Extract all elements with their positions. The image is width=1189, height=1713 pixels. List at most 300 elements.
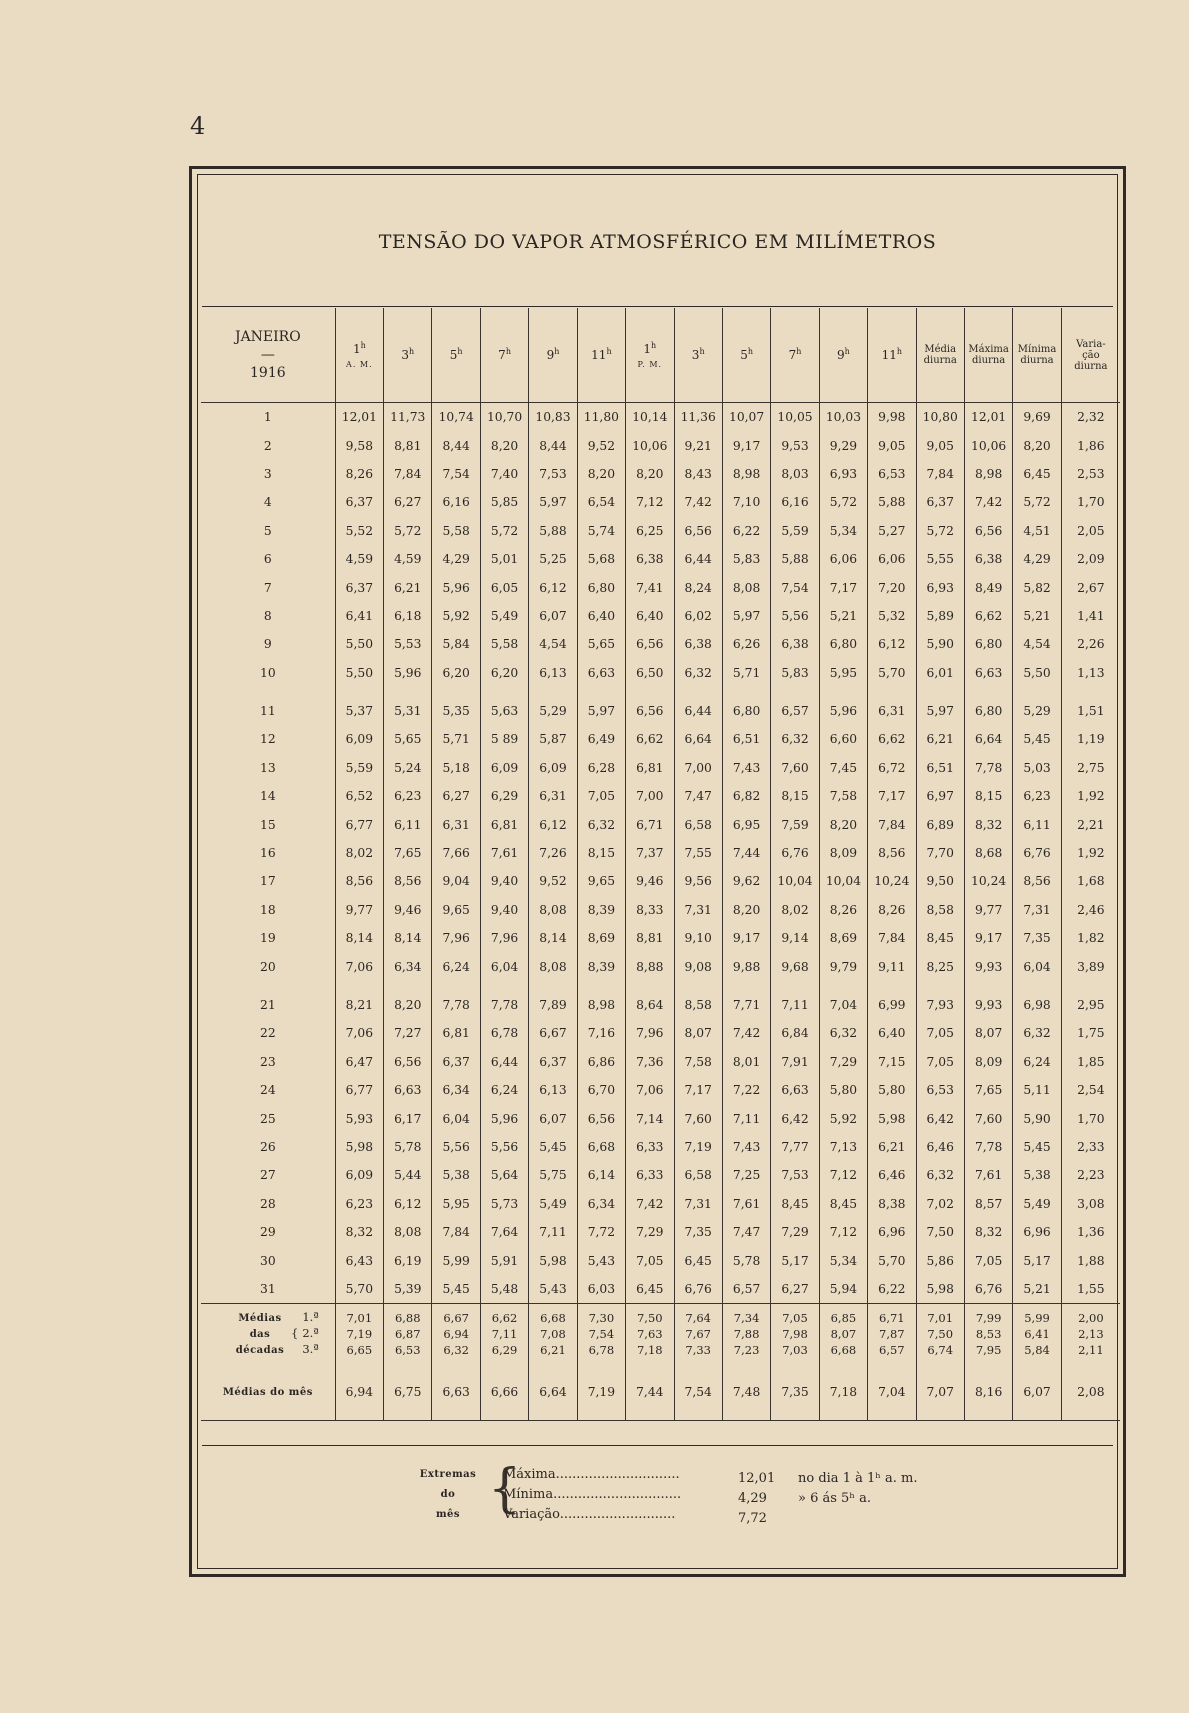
col-7am: 7$^h$ [480, 308, 528, 403]
table-cell: 6,34 [432, 1076, 480, 1104]
table-cell: 6,05 [480, 573, 528, 601]
table-cell: 5,70 [868, 659, 916, 687]
table-cell: 9,62 [722, 867, 770, 895]
table-cell: 7,05 [916, 1019, 964, 1047]
table-cell: 9,68 [771, 952, 819, 980]
day-number: 26 [260, 1139, 276, 1154]
table-cell: 1,82 [1061, 924, 1120, 952]
table-cell: 6,02 [674, 602, 722, 630]
month-mean-cell: 7,18 [819, 1358, 867, 1412]
table-cell: 9,69 [1013, 403, 1061, 432]
table-cell: 5,56 [480, 1133, 528, 1161]
table-cell: 5,32 [868, 602, 916, 630]
decade-label [201, 1342, 335, 1358]
table-cell: 5,48 [480, 1275, 528, 1304]
table-cell: 7,14 [626, 1104, 674, 1132]
table-cell: 6,96 [868, 1218, 916, 1246]
table-cell: 8,08 [529, 952, 577, 980]
table-cell: 7,13 [819, 1133, 867, 1161]
spacer-cell [964, 687, 1012, 697]
decade-cell: 7,30 [577, 1304, 625, 1327]
table-cell: 5,72 [1013, 488, 1061, 516]
table-cell: 5,93 [335, 1104, 383, 1132]
spacer-cell [335, 981, 383, 991]
table-cell: 7,65 [384, 839, 432, 867]
bottom-cell [819, 1412, 867, 1421]
day-number: 22 [260, 1026, 276, 1041]
table-cell: 5,64 [480, 1161, 528, 1189]
table-cell: 6,50 [626, 659, 674, 687]
table-cell: 7,58 [674, 1048, 722, 1076]
decade-cell: 7,50 [626, 1304, 674, 1327]
table-cell: 1,13 [1061, 659, 1120, 687]
bottom-cell [480, 1412, 528, 1421]
table-cell: 9,53 [771, 431, 819, 459]
table-cell: 6,80 [819, 630, 867, 658]
extremes-label-1: Extremas [419, 1469, 477, 1480]
table-cell: 5,65 [577, 630, 625, 658]
day-number: 19 [260, 931, 276, 946]
table-cell: 8,43 [674, 460, 722, 488]
spacer-cell [771, 687, 819, 697]
table-cell: 7,47 [674, 782, 722, 810]
table-cell: 3,89 [1061, 952, 1120, 980]
table-cell: 6,77 [335, 810, 383, 838]
table-cell: 7,05 [964, 1246, 1012, 1274]
table-cell: 6,16 [432, 488, 480, 516]
table-row [201, 1218, 1120, 1246]
vapor-pressure-table [201, 308, 1120, 1421]
day-number: 7 [263, 580, 272, 595]
table-cell: 5,70 [868, 1246, 916, 1274]
decade-cell: 7,95 [964, 1342, 1012, 1358]
spacer-cell [201, 687, 335, 697]
decade-cell: 6,88 [384, 1304, 432, 1327]
table-cell: 6,27 [432, 782, 480, 810]
table-cell: 6,42 [916, 1104, 964, 1132]
table-cell: 5,94 [819, 1275, 867, 1304]
table-cell: 2,95 [1061, 991, 1120, 1019]
table-cell: 8,21 [335, 991, 383, 1019]
table-cell: 7,05 [916, 1048, 964, 1076]
table-cell: 5,49 [1013, 1190, 1061, 1218]
table-cell: 6,76 [1013, 839, 1061, 867]
table-cell: 2,21 [1061, 810, 1120, 838]
table-cell: 5,98 [868, 1104, 916, 1132]
table-cell: 1,92 [1061, 782, 1120, 810]
table-cell: 6,60 [819, 725, 867, 753]
table-cell: 1,51 [1061, 697, 1120, 725]
table-cell: 5,98 [335, 1133, 383, 1161]
table-cell: 8,09 [819, 839, 867, 867]
table-cell: 5,38 [1013, 1161, 1061, 1189]
table-cell: 2,33 [1061, 1133, 1120, 1161]
table-row [201, 725, 1120, 753]
table-cell: 8,39 [577, 896, 625, 924]
table-cell: 5,74 [577, 517, 625, 545]
table-cell: 6,81 [480, 810, 528, 838]
table-cell: 7,11 [771, 991, 819, 1019]
table-cell: 8,20 [819, 810, 867, 838]
spacer-cell [916, 687, 964, 697]
table-cell: 1,88 [1061, 1246, 1120, 1274]
table-cell: 7,84 [868, 810, 916, 838]
decade-row [201, 1326, 1120, 1342]
table-cell: 5,89 [916, 602, 964, 630]
table-cell: 6,84 [771, 1019, 819, 1047]
decade-cell: 7,23 [722, 1342, 770, 1358]
extremes-label-2: do [440, 1489, 456, 1500]
spacer-cell [819, 981, 867, 991]
day-number: 28 [260, 1196, 276, 1211]
year-label: 1916 [250, 365, 286, 381]
decade-cell: 6,65 [335, 1342, 383, 1358]
day-number: 13 [260, 760, 276, 775]
table-row [201, 810, 1120, 838]
table-cell: 7,05 [577, 782, 625, 810]
decade-cell: 6,94 [432, 1326, 480, 1342]
table-cell: 6,20 [480, 659, 528, 687]
table-cell: 6,31 [529, 782, 577, 810]
table-cell: 6,54 [577, 488, 625, 516]
month-mean-cell: 7,44 [626, 1358, 674, 1412]
table-cell: 6,12 [868, 630, 916, 658]
table-cell: 8,33 [626, 896, 674, 924]
table-cell: 5,34 [819, 1246, 867, 1274]
month-mean-cell: 7,19 [577, 1358, 625, 1412]
table-row [201, 488, 1120, 516]
table-cell: 6,46 [916, 1133, 964, 1161]
table-cell: 8,26 [819, 896, 867, 924]
month-mean-cell: 7,07 [916, 1358, 964, 1412]
extremes-rule [202, 1445, 1113, 1446]
data-table-wrap [201, 308, 1120, 1421]
table-cell: 5,45 [432, 1275, 480, 1304]
table-cell: 8,14 [529, 924, 577, 952]
table-cell: 10,83 [529, 403, 577, 432]
table-cell: 6,44 [480, 1048, 528, 1076]
table-cell: 5,92 [432, 602, 480, 630]
decade-cell: 7,54 [577, 1326, 625, 1342]
table-cell: 6,45 [674, 1246, 722, 1274]
spacer-cell [819, 687, 867, 697]
table-cell: 9,29 [819, 431, 867, 459]
table-cell: 9,93 [964, 952, 1012, 980]
table-cell: 5,95 [819, 659, 867, 687]
month-mean-cell: 6,75 [384, 1358, 432, 1412]
table-cell: 6,40 [577, 602, 625, 630]
decade-cell: 7,64 [674, 1304, 722, 1327]
decade-cell: 6,67 [432, 1304, 480, 1327]
table-cell: 6,28 [577, 754, 625, 782]
table-cell: 10,74 [432, 403, 480, 432]
spacer-cell [1061, 687, 1120, 697]
table-cell: 11,80 [577, 403, 625, 432]
table-cell: 7,06 [335, 952, 383, 980]
table-cell: 7,17 [819, 573, 867, 601]
decade-cell: 7,67 [674, 1326, 722, 1342]
table-cell: 6,47 [335, 1048, 383, 1076]
table-cell: 9,04 [432, 867, 480, 895]
decade-cell: 7,19 [335, 1326, 383, 1342]
table-cell: 6,42 [771, 1104, 819, 1132]
spacer-cell [771, 981, 819, 991]
decade-cell: 7,98 [771, 1326, 819, 1342]
day-number: 16 [260, 846, 276, 861]
table-cell: 7,06 [335, 1019, 383, 1047]
table-cell: 6,44 [674, 545, 722, 573]
table-cell: 6,14 [577, 1161, 625, 1189]
spacer-cell [626, 687, 674, 697]
table-cell: 5,83 [771, 659, 819, 687]
table-cell: 6,63 [964, 659, 1012, 687]
table-row [201, 782, 1120, 810]
table-cell: 6,34 [577, 1190, 625, 1218]
bottom-cell [201, 1412, 335, 1421]
decade-cell: 7,11 [480, 1326, 528, 1342]
table-cell: 2,54 [1061, 1076, 1120, 1104]
table-cell: 6,93 [916, 573, 964, 601]
table-cell: 9,52 [577, 431, 625, 459]
page-number: 4 [190, 112, 206, 140]
table-cell: 6,71 [626, 810, 674, 838]
decade-cell: 7,99 [964, 1304, 1012, 1327]
table-cell: 8,38 [868, 1190, 916, 1218]
table-cell: 6,01 [916, 659, 964, 687]
table-cell: 6,34 [384, 952, 432, 980]
spacer-cell [335, 687, 383, 697]
table-cell: 8,88 [626, 952, 674, 980]
table-cell: 7,84 [432, 1218, 480, 1246]
decade-spacer [201, 981, 1120, 991]
decade-cell: 7,01 [335, 1304, 383, 1327]
table-cell: 6,44 [674, 697, 722, 725]
table-cell: 7,12 [819, 1161, 867, 1189]
table-cell: 7,53 [529, 460, 577, 488]
table-cell: 6,76 [674, 1275, 722, 1304]
table-cell: 5,91 [480, 1246, 528, 1274]
bottom-cell [1061, 1412, 1120, 1421]
table-cell: 5,71 [722, 659, 770, 687]
table-cell: 6,24 [1013, 1048, 1061, 1076]
table-cell: 7,31 [1013, 896, 1061, 924]
table-cell: 5,72 [819, 488, 867, 516]
table-cell: 6,49 [577, 725, 625, 753]
month-means-row [201, 1358, 1120, 1412]
table-cell: 6,56 [626, 697, 674, 725]
table-cell: 7,96 [432, 924, 480, 952]
table-cell: 8,07 [964, 1019, 1012, 1047]
table-cell: 8,68 [964, 839, 1012, 867]
table-cell: 5,50 [335, 659, 383, 687]
day-number: 10 [260, 665, 276, 680]
spacer-cell [722, 981, 770, 991]
table-cell: 6,26 [722, 630, 770, 658]
table-cell: 7,26 [529, 839, 577, 867]
table-cell: 6,86 [577, 1048, 625, 1076]
table-cell: 5,99 [432, 1246, 480, 1274]
table-cell: 6,58 [674, 810, 722, 838]
table-cell: 8,45 [916, 924, 964, 952]
day-number: 8 [263, 608, 272, 623]
decade-ordinal: 2.ª [302, 1326, 319, 1341]
bottom-cell [626, 1412, 674, 1421]
table-cell: 9,98 [868, 403, 916, 432]
table-cell: 7,22 [722, 1076, 770, 1104]
table-cell: 12,01 [964, 403, 1012, 432]
spacer-cell [432, 981, 480, 991]
table-cell: 9,58 [335, 431, 383, 459]
decade-cell: 6,21 [529, 1342, 577, 1358]
table-cell: 5,87 [529, 725, 577, 753]
bottom-cell [771, 1412, 819, 1421]
table-cell: 6,32 [674, 659, 722, 687]
table-cell: 5,98 [916, 1275, 964, 1304]
bottom-cell [384, 1412, 432, 1421]
bottom-cell [868, 1412, 916, 1421]
table-cell: 6,17 [384, 1104, 432, 1132]
table-cell: 1,70 [1061, 488, 1120, 516]
col-1pm: 1$^h$ P. M. [626, 308, 674, 403]
table-cell: 9,56 [674, 867, 722, 895]
table-cell: 7,17 [674, 1076, 722, 1104]
table-cell: 8,56 [384, 867, 432, 895]
table-cell: 7,02 [916, 1190, 964, 1218]
table-cell: 6,21 [384, 573, 432, 601]
decade-cell: 2,11 [1061, 1342, 1120, 1358]
table-cell: 5,39 [384, 1275, 432, 1304]
table-cell: 7,61 [722, 1190, 770, 1218]
table-cell: 8,56 [1013, 867, 1061, 895]
table-cell: 5,96 [384, 659, 432, 687]
table-cell: 1,92 [1061, 839, 1120, 867]
day-number: 30 [260, 1253, 276, 1268]
table-cell: 6,53 [916, 1076, 964, 1104]
table-cell: 6,45 [1013, 460, 1061, 488]
table-cell: 6,19 [384, 1246, 432, 1274]
table-cell: 6,45 [626, 1275, 674, 1304]
table-cell: 7,61 [964, 1161, 1012, 1189]
table-cell: 7,35 [674, 1218, 722, 1246]
table-cell: 9,46 [626, 867, 674, 895]
day-number: 20 [260, 959, 276, 974]
table-cell: 6,70 [577, 1076, 625, 1104]
table-cell: 8,25 [916, 952, 964, 980]
table-cell: 5,88 [868, 488, 916, 516]
table-cell: 8,69 [577, 924, 625, 952]
table-cell: 1,86 [1061, 431, 1120, 459]
decade-cell: 6,53 [384, 1342, 432, 1358]
decade-group-label: Médias [238, 1313, 282, 1325]
table-cell: 2,32 [1061, 403, 1120, 432]
table-cell: 6,09 [480, 754, 528, 782]
decade-cell: 7,01 [916, 1304, 964, 1327]
table-cell: 6,12 [384, 1190, 432, 1218]
decade-cell: 7,03 [771, 1342, 819, 1358]
spacer-cell [916, 981, 964, 991]
table-cell: 9,93 [964, 991, 1012, 1019]
table-cell: 6,97 [916, 782, 964, 810]
table-cell: 6,24 [432, 952, 480, 980]
decade-cell: 5,99 [1013, 1304, 1061, 1327]
col-7pm: 7$^h$ [771, 308, 819, 403]
decade-spacer [201, 687, 1120, 697]
table-row [201, 952, 1120, 980]
table-cell: 6,32 [916, 1161, 964, 1189]
spacer-cell [384, 687, 432, 697]
table-cell: 5,55 [916, 545, 964, 573]
table-cell: 7,00 [674, 754, 722, 782]
table-cell: 8,20 [1013, 431, 1061, 459]
table-cell: 9,05 [916, 431, 964, 459]
decade-cell: 5,84 [1013, 1342, 1061, 1358]
table-cell: 9,40 [480, 867, 528, 895]
table-cell: 5,37 [335, 697, 383, 725]
month-mean-cell: 7,35 [771, 1358, 819, 1412]
spacer-cell [1013, 981, 1061, 991]
spacer-cell [674, 981, 722, 991]
table-cell: 2,26 [1061, 630, 1120, 658]
month-mean-cell: 6,64 [529, 1358, 577, 1412]
table-cell: 6,37 [335, 488, 383, 516]
table-cell: 10,04 [771, 867, 819, 895]
table-cell: 6,99 [868, 991, 916, 1019]
table-cell: 8,20 [722, 896, 770, 924]
decade-row [201, 1342, 1120, 1358]
spacer-cell [626, 981, 674, 991]
table-cell: 7,78 [964, 1133, 1012, 1161]
table-row [201, 1133, 1120, 1161]
table-cell: 7,36 [626, 1048, 674, 1076]
table-cell: 6,62 [868, 725, 916, 753]
table-cell: 5,84 [432, 630, 480, 658]
table-cell: 5,78 [722, 1246, 770, 1274]
bottom-cell [1013, 1412, 1061, 1421]
table-cell: 8,15 [964, 782, 1012, 810]
table-cell: 6,56 [577, 1104, 625, 1132]
month-mean-cell: 6,07 [1013, 1358, 1061, 1412]
decade-group-label: das [249, 1329, 271, 1341]
day-number: 31 [260, 1281, 276, 1296]
table-row [201, 517, 1120, 545]
table-cell: 8,64 [626, 991, 674, 1019]
table-cell: 7,29 [626, 1218, 674, 1246]
table-cell: 9,17 [722, 431, 770, 459]
table-cell: 8,98 [964, 460, 1012, 488]
table-cell: 5,56 [771, 602, 819, 630]
table-cell: 8,81 [626, 924, 674, 952]
col-11am: 11$^h$ [577, 308, 625, 403]
table-cell: 6,21 [868, 1133, 916, 1161]
table-cell: 5,11 [1013, 1076, 1061, 1104]
month-mean-cell: 6,63 [432, 1358, 480, 1412]
month-name: JANEIRO [234, 329, 301, 345]
table-cell: 8,08 [529, 896, 577, 924]
table-cell: 5,72 [384, 517, 432, 545]
table-cell: 4,59 [384, 545, 432, 573]
table-cell: 6,57 [771, 697, 819, 725]
table-cell: 6,81 [626, 754, 674, 782]
decade-cell: 2,00 [1061, 1304, 1120, 1327]
table-cell: 5,44 [384, 1161, 432, 1189]
table-cell: 5,21 [819, 602, 867, 630]
table-cell: 6,33 [626, 1133, 674, 1161]
table-cell: 9,77 [964, 896, 1012, 924]
table-cell: 9,50 [916, 867, 964, 895]
table-cell: 7,42 [674, 488, 722, 516]
day-number: 14 [260, 789, 276, 804]
table-row [201, 867, 1120, 895]
